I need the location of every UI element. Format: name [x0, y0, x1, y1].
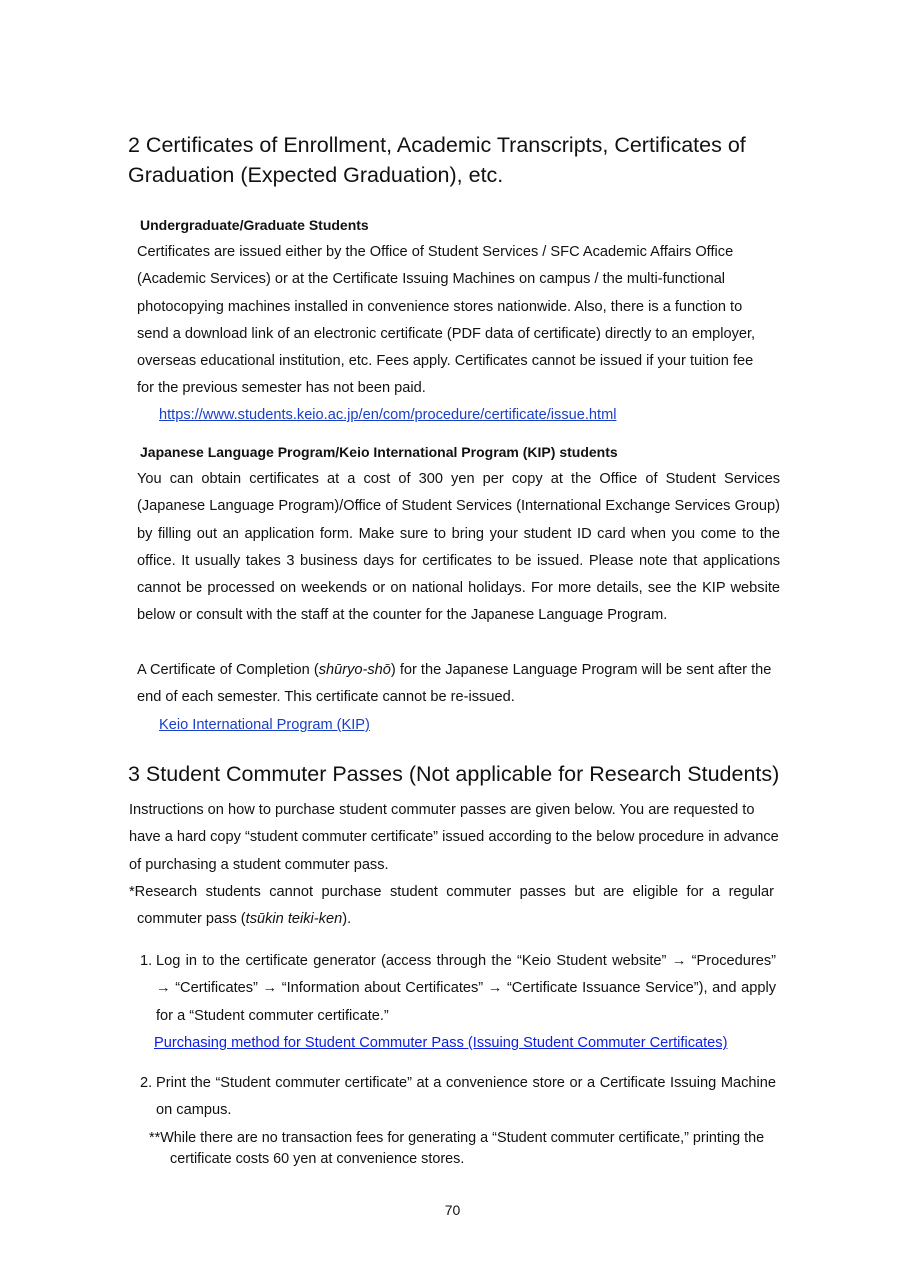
- step-2-fee-note: [149, 1128, 829, 1170]
- step-2-fee-note-text: **While there are no transaction fees for generating a “Student commuter certificate,” printing the certificate costs 60 yen at convenience stores.: [149, 1130, 765, 1167]
- note-text-before: *Research students cannot purchase student commuter passes but are eligible for a regular commuter pass (: [129, 884, 774, 928]
- completion-term: shūryo-shō: [318, 662, 391, 678]
- undergraduate-graduate-body: Certificates are issued either by the Office of Student Services / SFC Academic Affairs Office (Academic Services) or at the Certificate Issuing Machines on campus / the multi-functional photocopying machines installed in convenience stores nationwide. Also, there is a function to send a download link of an electronic certificate (PDF data of certificate) directly to an employer, overseas educational institution, etc. Fees apply. Certificates cannot be issued if your tuition fee for the previous semester has not been paid.: [137, 244, 756, 397]
- step-2-number: 2.: [140, 1075, 153, 1091]
- research-students-note: [129, 879, 774, 934]
- step-1-text: Log in to the certificate generator (access through the “Keio Student website” → “Procedures” → “Certificates” → “Information about Certificates” → “Certificate Issuance Service”), and apply for a “Student commuter certificate.”: [156, 953, 776, 1024]
- commuter-pass-intro: Instructions on how to purchase student commuter passes are given below. You are requested to have a hard copy “student commuter certificate” issued according to the below procedure in advance of purchasing a student commuter pass.: [129, 802, 779, 873]
- undergraduate-graduate-heading: Undergraduate/Graduate Students: [140, 217, 369, 233]
- section-2-heading-line-1: 2 Certificates of Enrollment, Academic Transcripts, Certificates of: [128, 133, 746, 157]
- note-term: tsūkin teiki-ken: [245, 911, 343, 928]
- jlp-kip-body: You can obtain certificates at a cost of 300 yen per copy at the Office of Student Services (Japanese Language Program)/Office of Student Services (International Exchange Services Group) by filling out an application form. Make sure to bring your student ID card when you come to the office. It usually takes 3 business days for certificates to be issued. Please note that applications cannot be processed on weekends or on national holidays. For more details, see the KIP website below or consult with the staff at the counter for the Japanese Language Program.: [137, 471, 780, 624]
- step-1-number: 1.: [140, 953, 153, 969]
- completion-text-after: ) for the Japanese Language Program will be sent after the end of each semester. This certificate cannot be re-issued.: [137, 662, 772, 706]
- section-3-heading: 3 Student Commuter Passes (Not applicable for Research Students): [128, 762, 780, 786]
- step-2-text: Print the “Student commuter certificate” at a convenience store or a Certificate Issuing Machine on campus.: [156, 1075, 776, 1119]
- jlp-kip-heading: Japanese Language Program/Keio International Program (KIP) students: [140, 444, 618, 460]
- certificate-of-completion-text: [137, 657, 782, 712]
- completion-text-before: A Certificate of Completion (: [137, 662, 319, 678]
- purchasing-method-link[interactable]: Purchasing method for Student Commuter Pass (Issuing Student Commuter Certificates): [154, 1035, 728, 1051]
- certificate-issue-link[interactable]: https://www.students.keio.ac.jp/en/com/procedure/certificate/issue.html: [159, 407, 617, 423]
- page-number: 70: [444, 1202, 461, 1218]
- section-2-heading-line-2: Graduation (Expected Graduation), etc.: [128, 163, 504, 187]
- note-text-after: ).: [342, 911, 352, 928]
- kip-website-link[interactable]: Keio International Program (KIP): [159, 717, 370, 733]
